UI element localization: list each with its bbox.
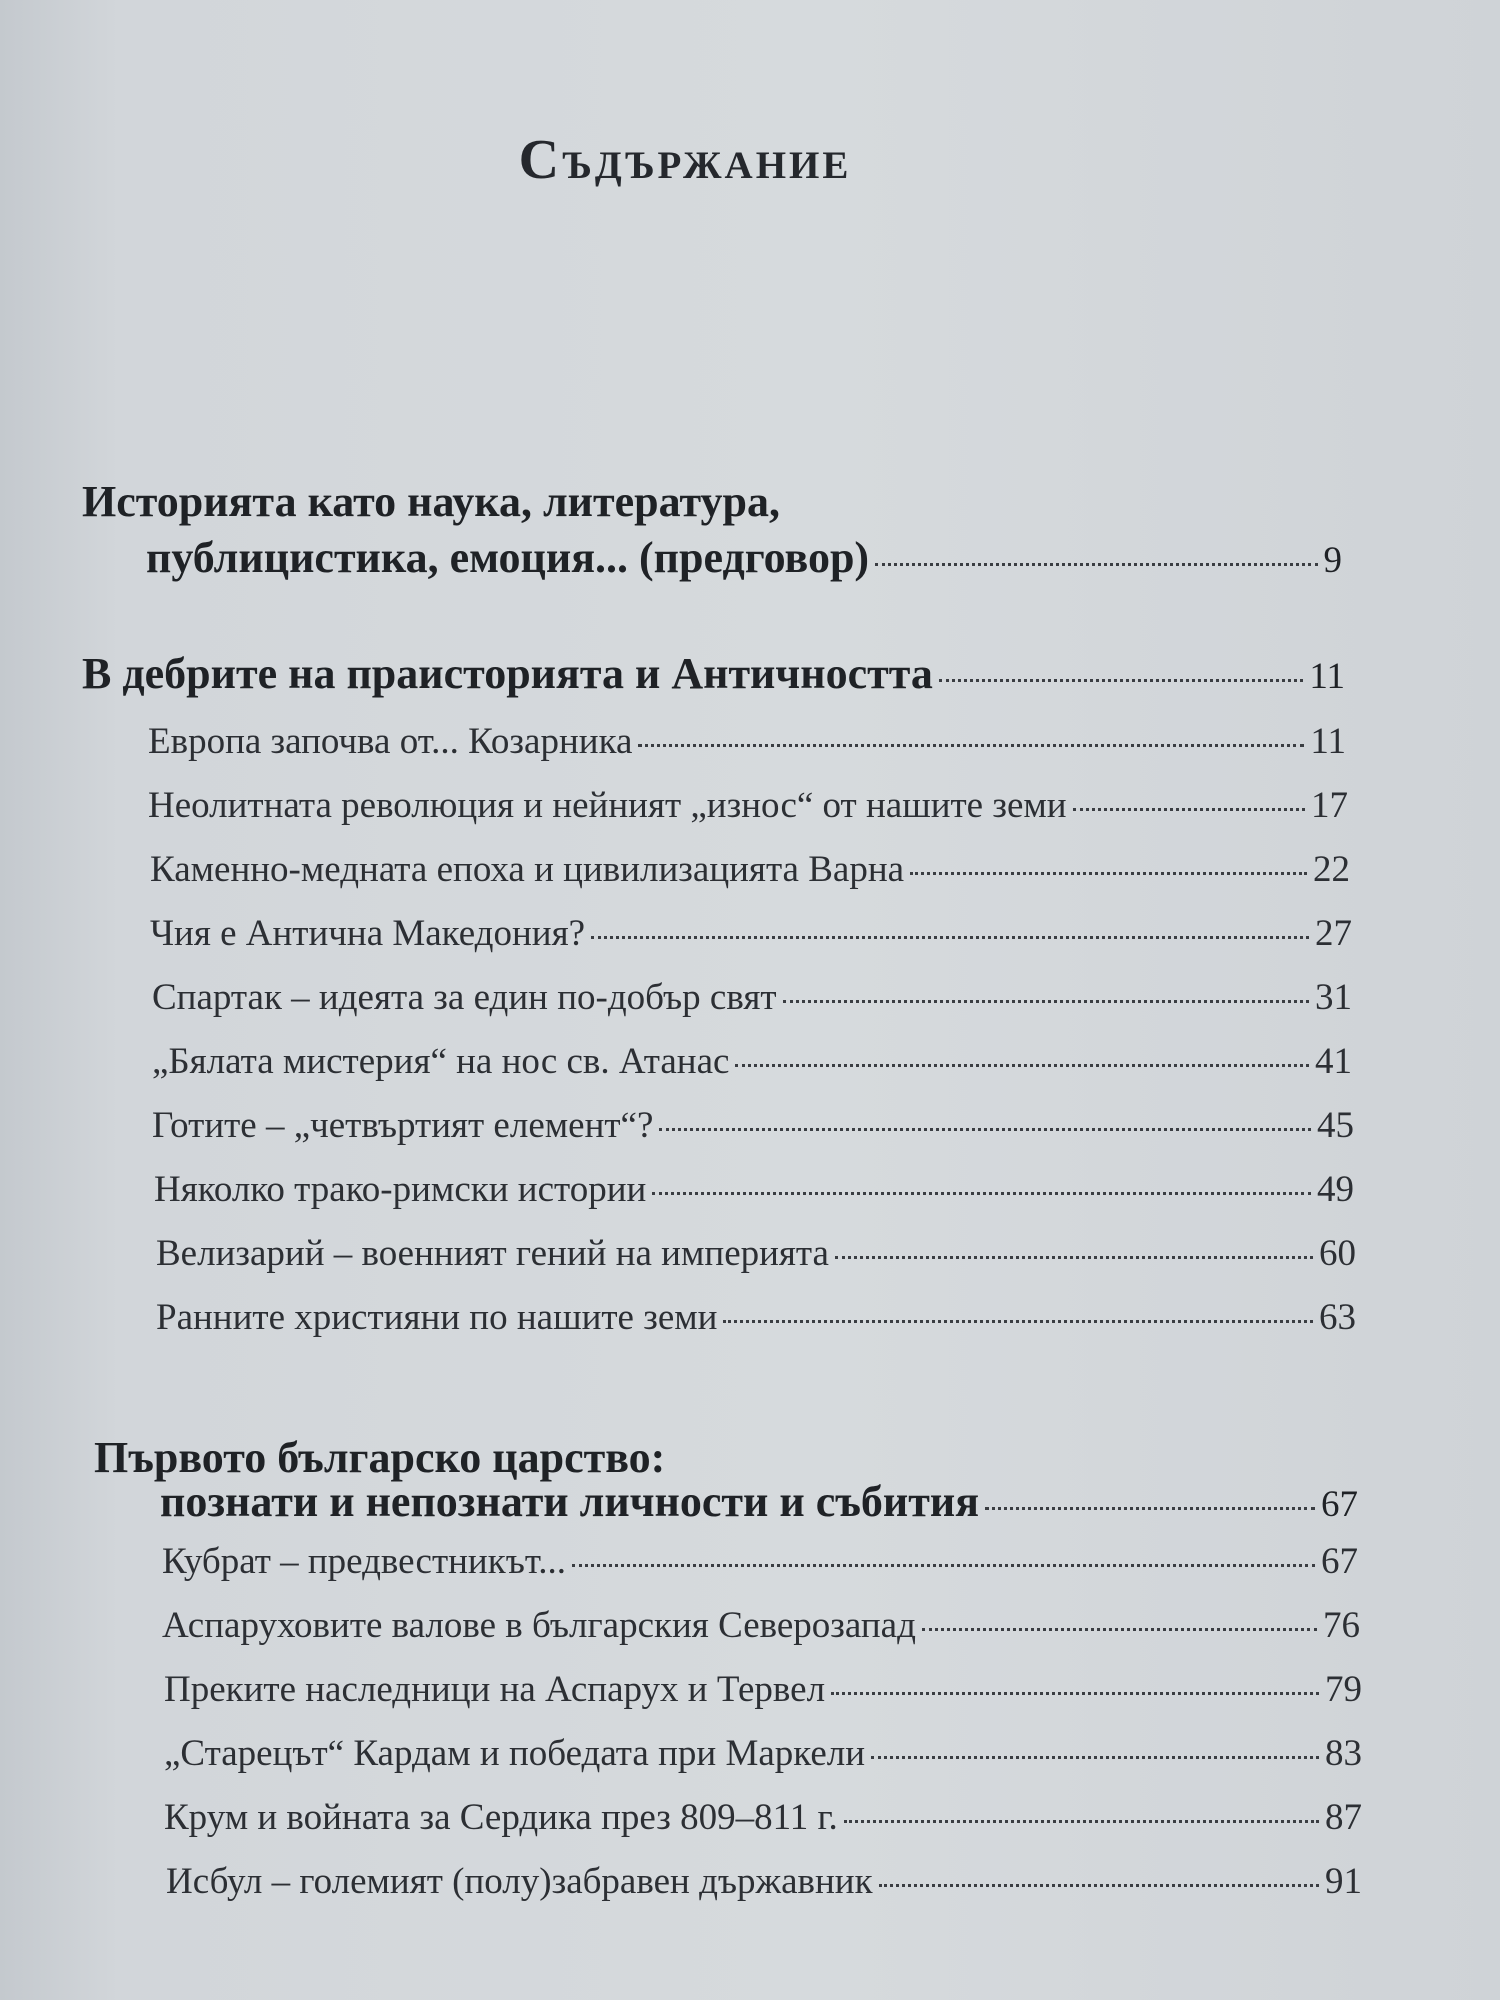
entry-label: Исбул – големият (полу)забравен държавник [166, 1861, 873, 1902]
dot-leader [783, 1000, 1309, 1003]
toc-entry-sub[interactable] [152, 976, 1352, 1019]
page-number: 11 [1310, 721, 1346, 762]
toc-entry-sub[interactable] [148, 784, 1348, 827]
entry-label: Велизарий – военният гений на империята [156, 1233, 829, 1274]
entry-label: Аспаруховите валове в българския Северозапад [162, 1605, 916, 1646]
toc-entry-part2[interactable] [160, 1476, 1358, 1527]
dot-leader [572, 1564, 1315, 1567]
page-number: 76 [1323, 1605, 1360, 1646]
dot-leader [835, 1256, 1313, 1259]
dot-leader [1073, 808, 1305, 811]
entry-label: Преките наследници на Аспарух и Тервел [164, 1669, 826, 1710]
toc-entry-sub[interactable] [156, 1296, 1356, 1339]
entry-label: Каменно-медната епоха и цивилизацията Варна [150, 849, 905, 890]
page-number: 87 [1325, 1797, 1362, 1838]
entry-label: „Бялата мистерия“ на нос св. Атанас [152, 1041, 730, 1082]
page-number: 27 [1315, 913, 1352, 954]
page-number: 91 [1325, 1861, 1362, 1902]
entry-label: Европа започва от... Козарника [148, 721, 633, 762]
preface-title-line2: публицистика, емоция... (предговор) [146, 533, 870, 582]
page-number: 9 [1323, 540, 1342, 581]
page-number: 60 [1319, 1233, 1356, 1274]
dot-leader [922, 1628, 1317, 1631]
toc-entry-part1[interactable] [82, 648, 1345, 699]
dot-leader [831, 1692, 1319, 1695]
dot-leader [723, 1320, 1313, 1323]
dot-leader [591, 936, 1309, 939]
toc-entry-sub[interactable] [166, 1860, 1362, 1903]
toc-entry-sub[interactable] [162, 1604, 1360, 1647]
toc-entry-sub[interactable] [162, 1540, 1358, 1583]
preface-title-line1: Историята като наука, литература, [82, 477, 780, 526]
page-number: 63 [1319, 1297, 1356, 1338]
page-number: 83 [1325, 1733, 1362, 1774]
dot-leader [871, 1756, 1319, 1759]
page-number: 45 [1317, 1105, 1354, 1146]
page-number: 79 [1325, 1669, 1362, 1710]
entry-label: Чия е Антична Македония? [150, 913, 586, 954]
page-number: 67 [1321, 1484, 1358, 1525]
toc-entry-sub[interactable] [150, 912, 1352, 955]
dot-leader [939, 679, 1303, 682]
page-number: 22 [1313, 849, 1350, 890]
page-number: 17 [1311, 785, 1348, 826]
entry-label: Крум и войната за Сердика през 809–811 г. [164, 1797, 838, 1838]
entry-label: Спартак – идеята за един по-добър свят [152, 977, 777, 1018]
part2-heading-line2: познати и непознати личности и събития [160, 1477, 980, 1526]
toc-entry-sub[interactable] [164, 1796, 1362, 1839]
dot-leader [638, 744, 1304, 747]
entry-label: Готите – „четвъртият елемент“? [152, 1105, 654, 1146]
dot-leader [879, 1884, 1319, 1887]
entry-label: Ранните християни по нашите земи [156, 1297, 718, 1338]
dot-leader [735, 1064, 1309, 1067]
entry-label: Неолитната революция и нейният „износ“ от нашите земи [148, 785, 1067, 826]
toc-entry-sub[interactable] [156, 1232, 1356, 1275]
toc-entry-sub[interactable] [152, 1104, 1354, 1147]
dot-leader [659, 1128, 1311, 1131]
toc-entry-sub[interactable] [164, 1732, 1362, 1775]
part1-heading: В дебрите на праисторията и Античността [82, 649, 933, 698]
page-number: 49 [1317, 1169, 1354, 1210]
entry-label: Кубрат – предвестникът... [162, 1541, 566, 1582]
dot-leader [985, 1507, 1315, 1510]
page-number: 11 [1309, 656, 1345, 697]
entry-label: Няколко трако-римски истории [154, 1169, 647, 1210]
part2-heading-line1: Първото българско царство: [94, 1433, 666, 1482]
page-number: 31 [1315, 977, 1352, 1018]
page-number: 67 [1321, 1541, 1358, 1582]
toc-entry-sub[interactable] [152, 1040, 1352, 1083]
page-number: 41 [1315, 1041, 1352, 1082]
dot-leader [875, 563, 1317, 566]
toc-entry-preface[interactable] [146, 532, 1342, 583]
entry-label: „Старецът“ Кардам и победата при Маркели [164, 1733, 866, 1774]
dot-leader [652, 1192, 1311, 1195]
dot-leader [844, 1820, 1319, 1823]
toc-entry-sub[interactable] [148, 720, 1346, 763]
dot-leader [910, 872, 1307, 875]
toc-entry-sub[interactable] [164, 1668, 1362, 1711]
toc-entry-sub[interactable] [150, 848, 1350, 891]
page-title: Съдържание [518, 129, 852, 191]
toc-entry-sub[interactable] [154, 1168, 1354, 1211]
